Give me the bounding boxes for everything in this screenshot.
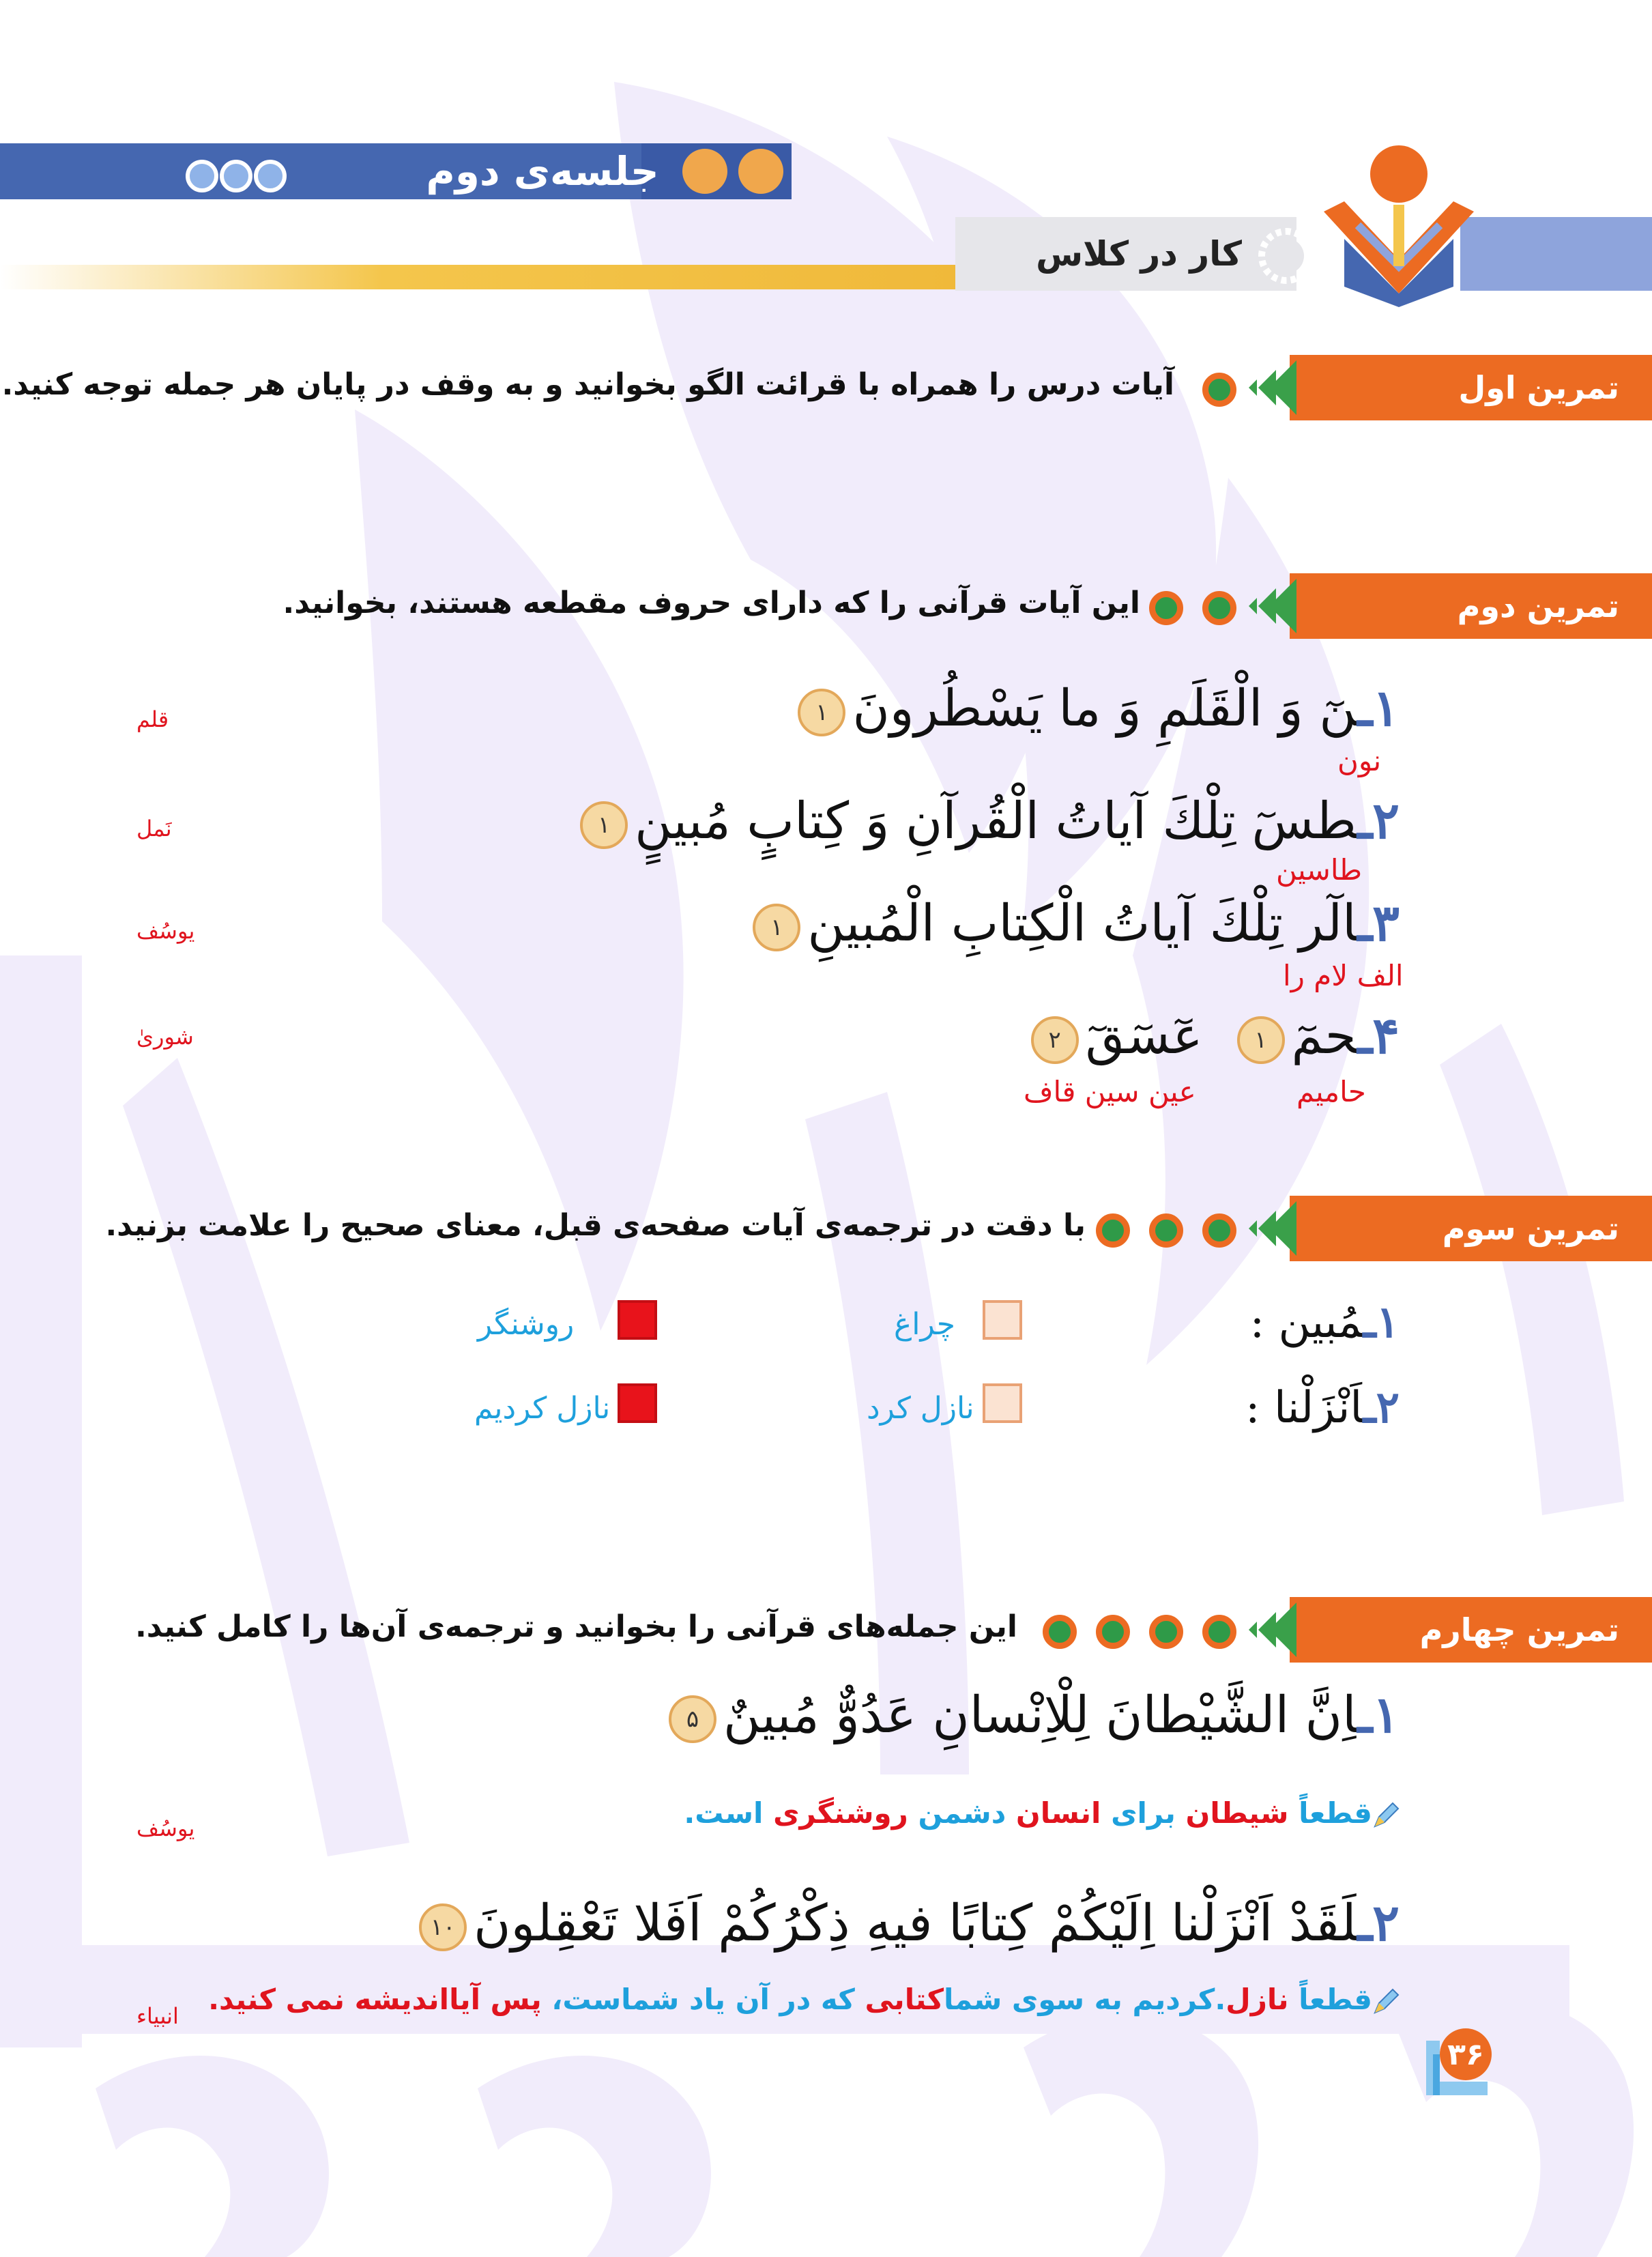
ayah-number-mark: ۱۰ — [419, 1903, 467, 1951]
translation-word: قطعاً — [1299, 1796, 1372, 1830]
header-dot-orange — [738, 149, 783, 194]
translation-word: نازل — [1226, 1983, 1289, 2016]
item-number: ۱ـ — [1363, 1297, 1400, 1348]
page-number: ۳۶ — [1447, 2037, 1484, 2072]
pencil-icon — [1372, 1802, 1400, 1829]
translation-word: روشنگری — [773, 1796, 908, 1830]
tab-arrow-icon — [1242, 1602, 1296, 1657]
verse-text: عٓسٓقٓ — [1085, 1007, 1203, 1065]
header-dot-white — [186, 160, 218, 192]
item-number: ۲ـ — [1357, 1894, 1400, 1953]
translation-line — [208, 1983, 1400, 2016]
ayah-number-mark: ۱ — [1237, 1016, 1285, 1064]
checkbox-checked[interactable] — [618, 1300, 657, 1340]
verse-line — [573, 792, 1400, 850]
verse-line — [662, 1686, 1400, 1744]
verse-text: اِنَّ الشَّيْطانَ لِلْاِنْسانِ عَدُوٌّ مُبينٌ — [723, 1686, 1358, 1744]
exercise-3-instruction: با دقت در ترجمه‌ی آیات صفحه‌ی قبل، معنای صحیح را علامت بزنید. — [105, 1208, 1086, 1243]
session-title: جلسه‌ی دوم — [426, 148, 659, 195]
verse-line — [746, 894, 1400, 953]
level-dot — [1149, 1615, 1183, 1649]
verse-text: حمٓ — [1291, 1007, 1358, 1065]
exercise-3-title: تمرین سوم — [1442, 1210, 1619, 1247]
surah-name: شوریٰ — [136, 1024, 194, 1050]
word-row — [1250, 1297, 1400, 1348]
translation-word: پس آیا — [449, 1983, 542, 2016]
exercise-1-title: تمرین اول — [1458, 369, 1619, 406]
surah-name: یوسُف — [136, 1815, 195, 1841]
exercise-4-tab — [1290, 1597, 1652, 1663]
checkbox-checked[interactable] — [618, 1383, 657, 1423]
verse-text: لَقَدْ اَنْزَلْنا اِلَيْكُمْ كِتابًا فيهِ ذِكْرُكُمْ اَفَلا تَعْقِلونَ — [474, 1894, 1358, 1953]
verse-line — [791, 679, 1400, 738]
arabic-word: اَنْزَلْنا : — [1245, 1383, 1363, 1433]
verse-line — [1024, 1007, 1400, 1065]
checkbox-unchecked[interactable] — [983, 1383, 1022, 1423]
pencil-icon — [1372, 1988, 1400, 2015]
class-work-label: کار در کلاس — [1036, 234, 1242, 274]
header-dot-white — [220, 160, 252, 192]
surah-name: نَمل — [136, 816, 172, 842]
translation-word: به سوی شما — [944, 1983, 1122, 2016]
tab-arrow-icon — [1242, 579, 1296, 633]
item-number: ۲ـ — [1363, 1382, 1400, 1433]
checkbox-unchecked[interactable] — [983, 1300, 1022, 1340]
surah-name: یوسُف — [136, 918, 195, 944]
level-dot — [1202, 591, 1236, 625]
arabic-word: مُبين : — [1249, 1297, 1363, 1348]
translation-word: اندیشه نمی کنید. — [208, 1983, 450, 2016]
header-right-band — [1460, 217, 1652, 291]
header-dot-white — [254, 160, 287, 192]
translation-word: کتابی — [865, 1983, 944, 2016]
level-dot — [1149, 1213, 1183, 1248]
pronunciation-note: حامیم — [1296, 1075, 1366, 1108]
option-label: چراغ — [894, 1307, 955, 1342]
exercise-2-tab — [1290, 573, 1652, 639]
level-dot — [1043, 1615, 1077, 1649]
translation-word: .کردیم — [1132, 1983, 1226, 2016]
surah-name: انبیاء — [136, 2003, 179, 2029]
translation-line — [684, 1796, 1400, 1830]
ayah-number-mark: ۱ — [798, 689, 845, 736]
pronunciation-note: الف لام را — [1283, 959, 1404, 992]
verse-text: الٓر تِلْكَ آياتُ الْكِتابِ الْمُبينِ — [807, 894, 1358, 953]
translation-word: قطعاً — [1299, 1983, 1372, 2016]
pronunciation-note: طاسین — [1276, 853, 1363, 887]
word-row — [1245, 1382, 1400, 1433]
exercise-4-instruction: این جمله‌های قرآنی را بخوانید و ترجمه‌ی آن‌ها را کامل کنید. — [135, 1609, 1017, 1644]
item-number: ۲ـ — [1357, 792, 1400, 850]
level-dot — [1202, 373, 1236, 407]
level-dot — [1202, 1213, 1236, 1248]
ayah-number-mark: ۱ — [753, 904, 800, 951]
pronunciation-note: نون — [1337, 744, 1382, 777]
tab-arrow-icon — [1242, 1201, 1296, 1256]
translation-word: شیطان — [1185, 1796, 1289, 1830]
surah-name: قلم — [136, 706, 169, 732]
ayah-number-mark: ۲ — [1031, 1016, 1079, 1064]
exercise-4-title: تمرین چهارم — [1419, 1611, 1619, 1648]
option-label: نازل کرد — [867, 1391, 974, 1426]
exercise-1-tab — [1290, 355, 1652, 420]
item-number: ۳ـ — [1357, 894, 1400, 953]
verse-text: طسٓ تِلْكَ آياتُ الْقُرآنِ وَ كِتابٍ مُبينٍ — [635, 792, 1358, 850]
exercise-2-title: تمرین دوم — [1457, 588, 1619, 624]
header-dot-orange — [682, 149, 727, 194]
item-number: ۱ـ — [1357, 1686, 1400, 1744]
level-dot — [1096, 1615, 1130, 1649]
translation-word: برای — [1111, 1796, 1176, 1830]
translation-word: دشمن — [918, 1796, 1006, 1830]
verse-text: نٓ وَ الْقَلَمِ وَ ما يَسْطُرونَ — [852, 679, 1358, 738]
exercise-3-tab — [1290, 1196, 1652, 1261]
option-label: نازل کردیم — [474, 1391, 611, 1426]
exercise-1-instruction: آیات درس را همراه با قرائت الگو بخوانید و به وقف در پایان هر جمله توجه کنید. — [1, 367, 1174, 402]
header-yellow-stripe — [0, 265, 955, 289]
level-dot — [1202, 1615, 1236, 1649]
book-reader-logo-icon — [1317, 136, 1481, 314]
translation-word: که در آن یاد شماست، — [551, 1983, 855, 2016]
ayah-number-mark: ۱ — [580, 801, 628, 849]
level-dot — [1096, 1213, 1130, 1248]
ayah-number-mark: ۵ — [669, 1695, 716, 1743]
level-dot — [1149, 591, 1183, 625]
item-number: ۱ـ — [1357, 679, 1400, 738]
item-number: ۴ـ — [1357, 1007, 1400, 1065]
gear-icon — [1256, 225, 1317, 287]
translation-word: است. — [684, 1796, 764, 1830]
pronunciation-note: عین سین قاف — [1024, 1075, 1196, 1108]
verse-line — [412, 1894, 1400, 1953]
tab-arrow-icon — [1242, 360, 1296, 415]
exercise-2-instruction: این آیات قرآنی را که دارای حروف مقطعه هستند، بخوانید. — [282, 586, 1140, 620]
translation-word: انسان — [1015, 1796, 1101, 1830]
option-label: روشنگر — [478, 1307, 575, 1342]
